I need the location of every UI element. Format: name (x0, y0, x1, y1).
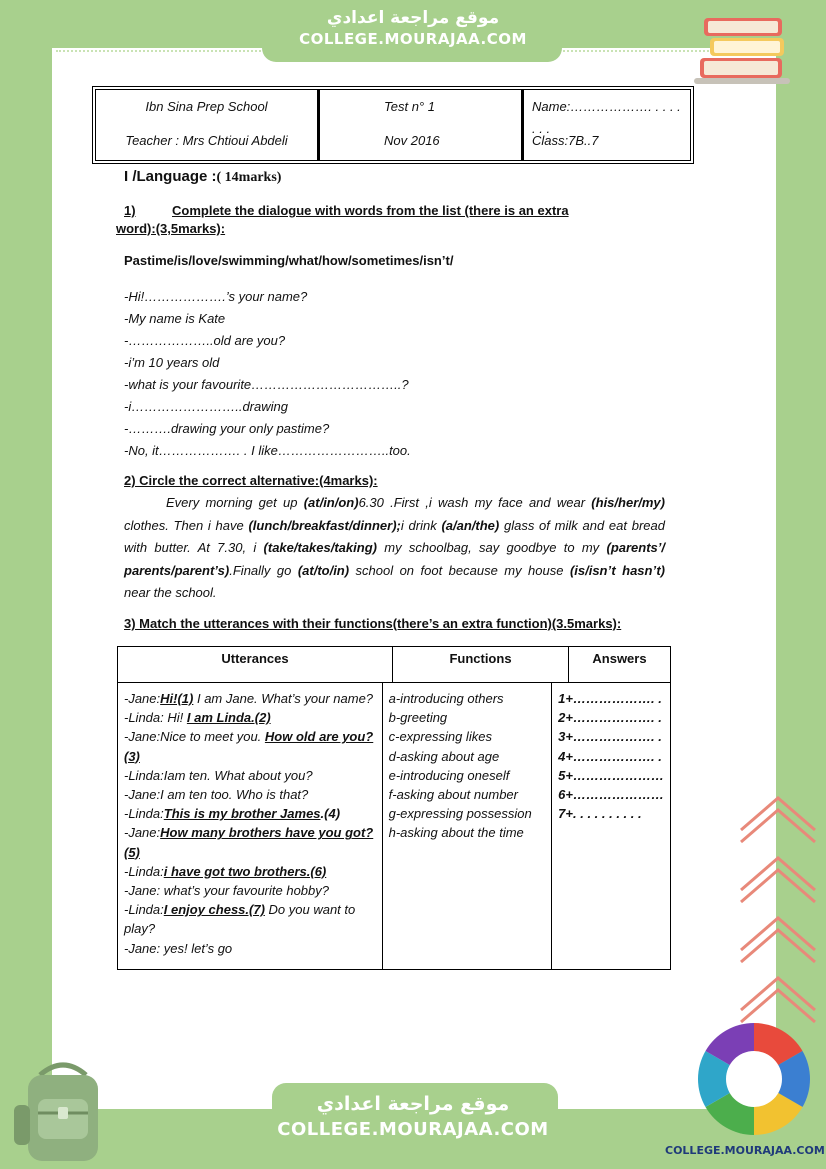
answer-blank[interactable]: 7+. . . . . . . . . . (558, 806, 642, 822)
utterances-cell (118, 683, 383, 969)
function-item: c-expressing likes (388, 729, 492, 745)
matching-table (117, 646, 671, 970)
utterance-line: -Jane:Hi!(1) I am Jane. What’s your name? (124, 691, 374, 706)
utterance-line: -Linda:i have got two brothers.(6) (124, 863, 327, 879)
answer-blank[interactable]: 1+………………. . (558, 691, 662, 706)
dialogue-line: -My name is Kate (124, 311, 226, 326)
paragraph-text: my schoolbag, say goodbye to my (376, 540, 607, 555)
school-name: Ibn Sina Prep School (145, 99, 268, 114)
function-item: a-introducing others (388, 691, 504, 706)
function-item: g-expressing possession (388, 806, 532, 822)
test-number: Test n° 1 (384, 99, 435, 114)
alternative-choice[interactable]: (a/an/the) (441, 517, 500, 533)
question-1-number: 1) (124, 203, 136, 218)
paragraph-text: near the school. (124, 585, 217, 600)
books-icon (690, 10, 794, 90)
question-2-paragraph (124, 492, 665, 605)
utterance-line: -Jane:How many brothers have you got?(5) (124, 825, 374, 860)
test-cell (320, 90, 524, 160)
alternative-choice[interactable]: (lunch/breakfast/dinner); (248, 517, 401, 533)
student-cell (524, 90, 690, 160)
function-item: f-asking about number (388, 787, 518, 803)
paragraph-text: clothes. Then i have (124, 517, 249, 533)
dialogue-line[interactable]: -what is your favourite……………………………..? (124, 377, 409, 392)
paragraph-text: .Finally go (229, 562, 298, 578)
subjects-wheel-icon (695, 1020, 813, 1138)
question-1-instruction (116, 202, 636, 238)
header-functions: Functions (393, 647, 569, 682)
question-3-title: 3) Match the utterances with their functions(there’s an extra function)(3.5marks): (124, 616, 622, 631)
section-title (124, 168, 281, 186)
question-1-text: Complete the dialogue with words from the list (there is an extra (172, 203, 569, 218)
banner-arabic-title: موقع مراجعة اعدادي (326, 8, 500, 28)
answers-cell (552, 683, 670, 969)
answer-blank[interactable]: 3+………………. . (558, 729, 662, 745)
dialogue-line[interactable]: -No, it………………. . I like……………………..too. (124, 443, 411, 458)
paragraph-text: Every morning get up (166, 495, 304, 510)
answer-blank[interactable]: 5+………………… (558, 767, 664, 783)
utterance-line: -Jane: yes! let’s go (124, 940, 233, 956)
function-item: e-introducing oneself (388, 767, 510, 783)
dialogue-line[interactable]: -………………..old are you? (124, 333, 286, 348)
function-item: h-asking about the time (388, 825, 524, 841)
paragraph-text: glass of milk and eat bread with butter. At 7.30, i (124, 517, 665, 555)
table-header-row (118, 647, 670, 683)
header-table (92, 86, 694, 164)
utterance-line: -Linda: Hi! I am Linda.(2) (124, 710, 271, 726)
paragraph-text: 6.30 .First ,i wash my face and wear (358, 495, 592, 510)
alternative-choice[interactable]: (at/to/in) (297, 562, 350, 578)
utterance-line: -Linda:This is my brother James.(4) (124, 806, 341, 822)
paragraph-text: school on foot because my house (349, 562, 570, 578)
utterance-line: -Jane:I am ten too. Who is that? (124, 787, 309, 803)
teacher-name: Teacher : Mrs Chtioui Abdeli (125, 133, 288, 148)
dialogue-line[interactable]: -i……………………..drawing (124, 399, 288, 414)
alternative-choice[interactable]: (parents’/ parents/parent’s) (124, 540, 665, 578)
table-body-row (118, 683, 670, 969)
section-title-text: I /Language : (124, 168, 217, 185)
utterance-line: -Linda:Iam ten. What about you? (124, 767, 313, 783)
utterance-line: -Jane:Nice to meet you. How old are you?(3) (124, 729, 374, 764)
function-item: d-asking about age (388, 748, 500, 764)
student-class: Class:7B..7 (532, 133, 599, 148)
school-cell (96, 90, 320, 160)
brand-footer-link[interactable]: COLLEGE.MOURAJAA.COM (665, 1144, 825, 1157)
header-utterances: Utterances (118, 647, 393, 682)
alternative-choice[interactable]: (at/in/on) (303, 495, 359, 510)
dialogue-line[interactable]: -Hi!……………….’s your name? (124, 289, 308, 304)
answer-blank[interactable]: 4+………………. . (558, 748, 662, 764)
answer-blank[interactable]: 6+………………… (558, 787, 664, 803)
left-frame (0, 0, 52, 1169)
section-marks: ( 14marks) (216, 170, 282, 185)
question-2-title: 2) Circle the correct alternative:(4marks): (124, 473, 378, 488)
paragraph-text: i drink (400, 517, 442, 533)
header-answers: Answers (592, 651, 647, 666)
backpack-icon (10, 1055, 116, 1165)
dialogue-line: -i’m 10 years old (124, 355, 220, 370)
question-1-text-2: word):(3,5marks): (116, 221, 226, 236)
student-name-field[interactable]: Name:………………. . . . . . . . (532, 99, 681, 136)
bottom-banner-arabic: موقع مراجعة اعدادي (316, 1093, 510, 1115)
dialogue-line[interactable]: -……….drawing your only pastime? (124, 421, 330, 436)
chevrons-icon (735, 790, 821, 1040)
alternative-choice[interactable]: (take/takes/taking) (263, 540, 377, 555)
alternative-choice[interactable]: (is/isn’t hasn’t) (569, 562, 665, 578)
test-date: Nov 2016 (384, 133, 440, 148)
bottom-banner-site-link[interactable]: COLLEGE.MOURAJAA.COM (277, 1119, 549, 1140)
utterance-line: -Linda:I enjoy chess.(7) Do you want to play? (124, 902, 356, 937)
banner-site-link[interactable]: COLLEGE.MOURAJAA.COM (299, 30, 527, 48)
alternative-choice[interactable]: (his/her/my) (591, 495, 665, 510)
function-item: b-greeting (388, 710, 448, 726)
dialogue (124, 286, 411, 462)
word-list: Pastime/is/love/swimming/what/how/sometimes/isn’t/ (124, 253, 454, 268)
functions-cell (383, 683, 553, 969)
answer-blank[interactable]: 2+………………. . (558, 710, 662, 726)
utterance-line: -Jane: what’s your favourite hobby? (124, 883, 329, 899)
